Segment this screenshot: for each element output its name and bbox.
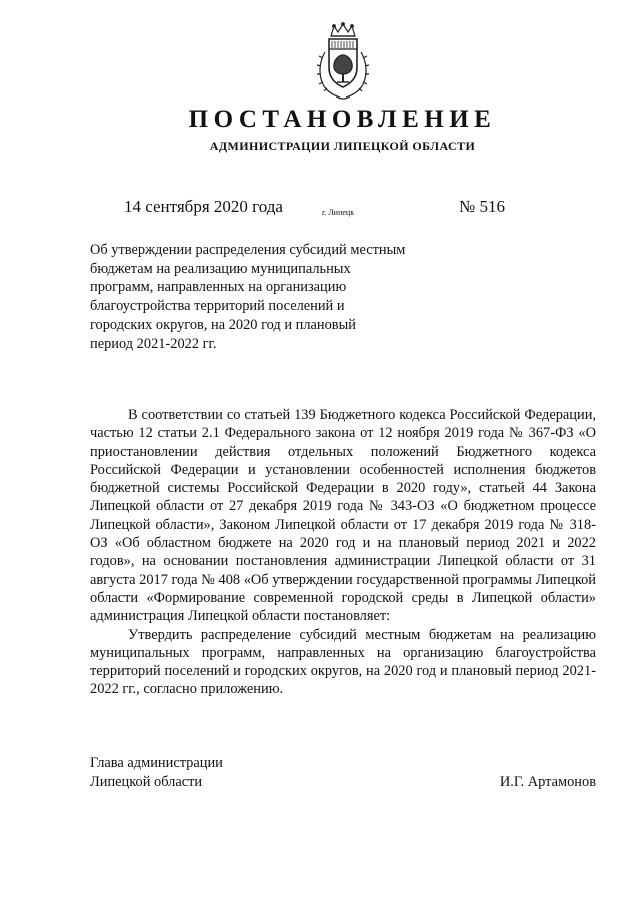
subject-line: городских округов, на 2020 год и плановый bbox=[90, 316, 356, 333]
document-subject bbox=[90, 241, 406, 353]
signature-block bbox=[90, 754, 596, 792]
document-number: № 516 bbox=[459, 197, 505, 216]
signatory-region: Липецкой области bbox=[90, 774, 203, 790]
subject-line: бюджетам на реализацию муниципальных bbox=[90, 260, 351, 277]
coat-of-arms-icon bbox=[312, 22, 374, 102]
document-date: 14 сентября 2020 года bbox=[124, 197, 283, 216]
preamble-paragraph: В соответствии со статьей 139 Бюджетного кодекса Российской Федерации, частью 12 статьи 2.1 Федерального закона от 12 ноября 2019 года № 367-ФЗ «О приостановлении действия отдельных положений Бюджетного кодекса Российской Федерации и установлении особенностей исполнения бюджетов бюджетной системы Российской Федерации в 2020 году», статьей 44 Закона Липецкой области от 27 декабря 2019 года № 343-ОЗ «О бюджетном процессе Липецкой области», Законом Липецкой области от 17 декабря 2019 года № 318-ОЗ «Об областном бюджете на 2020 год и на плановый период 2021 и 2022 годов», на основании постановления администрации Липецкой области от 31 августа 2017 года № 408 «Об утверждении государственной программы Липецкой области «Формирование современной городской среды в Липецкой области» администрация Липецкой области постановляет: bbox=[90, 407, 596, 625]
document-body bbox=[90, 406, 596, 699]
document-title: ПОСТАНОВЛЕНИЕ bbox=[188, 106, 497, 133]
subject-line: благоустройства территорий поселений и bbox=[90, 298, 345, 315]
subject-line: период 2021-2022 гг. bbox=[90, 335, 217, 352]
signatory-position: Глава администрации bbox=[90, 755, 223, 771]
document-place: г. Липецк bbox=[322, 208, 355, 217]
subject-line: программ, направленных на организацию bbox=[90, 279, 347, 296]
signatory-name: И.Г. Артамонов bbox=[499, 774, 596, 790]
issuing-authority: АДМИНИСТРАЦИИ ЛИПЕЦКОЙ ОБЛАСТИ bbox=[209, 139, 476, 153]
subject-line: Об утверждении распределения субсидий местным bbox=[90, 242, 406, 258]
resolution-paragraph: Утвердить распределение субсидий местным бюджетам на реализацию муниципальных программ, направленных на организацию благоустройства территорий поселений и городских округов, на 2020 год и плановый период 2021-2022 гг., согласно приложению. bbox=[90, 626, 596, 698]
